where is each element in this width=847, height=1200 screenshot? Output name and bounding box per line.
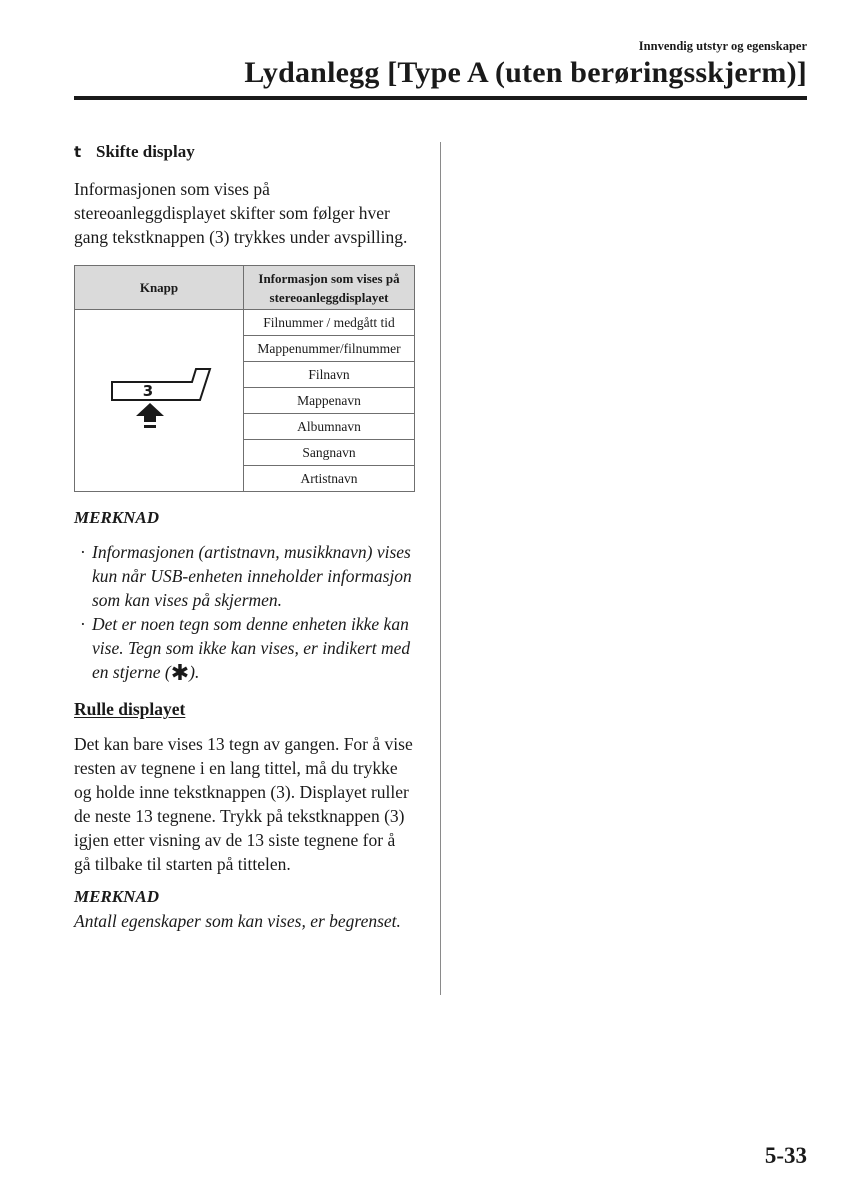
note-item xyxy=(74,540,416,612)
title-rule xyxy=(74,96,807,100)
table-option: Filnummer / medgått tid xyxy=(244,310,415,336)
column-divider xyxy=(440,142,441,995)
table-option: Filnavn xyxy=(244,362,415,388)
note-heading-2: MERKNAD xyxy=(74,887,160,906)
subsection-heading xyxy=(74,142,416,162)
subsection-bullet: t xyxy=(74,143,82,161)
note-text-2: Antall egenskaper som kan vises, er begrenset. xyxy=(74,911,401,931)
table-option: Sangnavn xyxy=(244,440,415,466)
left-column xyxy=(74,142,416,933)
display-info-table xyxy=(74,265,415,492)
table-option: Artistnavn xyxy=(244,466,415,492)
note-item-end: ). xyxy=(189,662,200,682)
subsection-title: Skifte display xyxy=(96,142,195,161)
note-item xyxy=(74,612,416,686)
button-cell xyxy=(75,310,244,492)
table-option: Mappenavn xyxy=(244,388,415,414)
section-label: Innvendig utstyr og egenskaper xyxy=(638,39,807,53)
button-number-label: 3 xyxy=(142,381,154,400)
note-list xyxy=(74,540,416,686)
asterisk-star-icon: ✱ xyxy=(170,661,190,686)
list-bullet: · xyxy=(80,614,86,634)
table-header-info: Informasjon som vises på stereoanleggdisplayet xyxy=(244,266,415,310)
note-heading: MERKNAD xyxy=(74,508,160,527)
table-option: Mappenummer/filnummer xyxy=(244,336,415,362)
page-title: Lydanlegg [Type A (uten berøringsskjerm)] xyxy=(244,56,807,89)
scroll-paragraph: Det kan bare vises 13 tegn av gangen. For å vise resten av tegnene i en lang tittel, må du trykke og holde inne tekstknappen (3). Displayet ruller de neste 13 tegnene. Trykk på tekstknappen (3) igjen etter visning av de 13 siste tegnene for å gå tilbake til starten på tittelen. xyxy=(74,734,413,874)
scroll-heading: Rulle displayet xyxy=(74,699,186,719)
note-item-text: Informasjonen (artistnavn, musikknavn) vises kun når USB-enheten inneholder informasjon som kan vises på skjermen. xyxy=(92,542,412,610)
table-option: Albumnavn xyxy=(244,414,415,440)
page-number: 5-33 xyxy=(764,1143,807,1168)
list-bullet: · xyxy=(80,542,86,562)
intro-paragraph: Informasjonen som vises på stereoanleggdisplayet skifter som følger hver gang tekstknappen (3) trykkes under avspilling. xyxy=(74,179,408,247)
note-item-text: Det er noen tegn som denne enheten ikke kan vise. Tegn som ikke kan vises, er indikert med en stjerne ( xyxy=(92,614,411,682)
text-button-3-illustration xyxy=(104,366,214,432)
table-header-knapp: Knapp xyxy=(75,266,244,310)
arrow-up-icon xyxy=(136,403,164,428)
